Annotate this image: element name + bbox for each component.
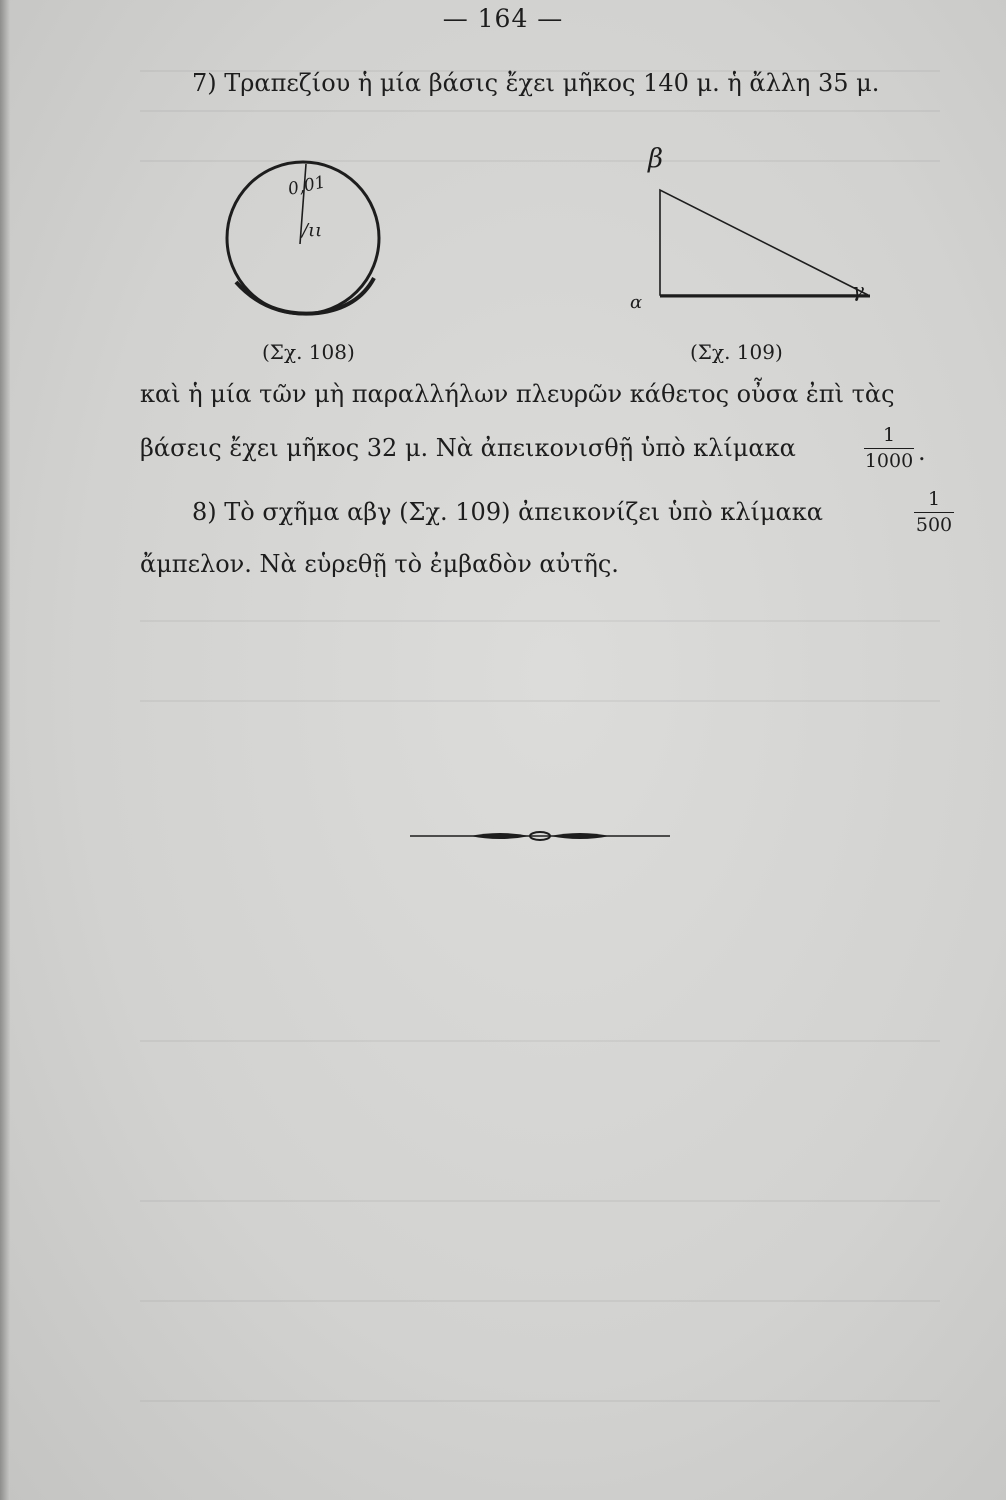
bleed-through [140, 110, 940, 112]
figure-108-caption: (Σχ. 108) [262, 340, 355, 364]
section-divider-ornament [410, 826, 670, 846]
scale-fraction-1000 [864, 426, 914, 471]
figure-109-triangle [650, 180, 880, 310]
scale-numerator: 1 [882, 424, 896, 446]
exercise-8-line-1: 8) Τὸ σχῆμα αβγ (Σχ. 109) ἀπεικονίζει ὑπὸ κλίμακα [192, 498, 823, 526]
figure-109-caption: (Σχ. 109) [690, 340, 783, 364]
exercise-7-line-1: 7) Τραπεζίου ἡ μία βάσις ἔχει μῆκος 140 μ. ἡ ἄλλη 35 μ. [192, 69, 880, 97]
scale-fraction-500 [914, 490, 954, 535]
exercise-8-line-2: ἄμπελον. Νὰ εὑρεθῇ τὸ ἐμβαδὸν αὐτῆς. [140, 550, 619, 578]
vertex-alpha-label: α [630, 292, 643, 313]
bleed-through [140, 1200, 940, 1202]
bleed-through [140, 1400, 940, 1402]
page-number: — 164 — [442, 4, 564, 33]
bleed-through [140, 700, 940, 702]
scale-denominator: 500 [915, 514, 953, 536]
bleed-through [140, 620, 940, 622]
scale-denominator: 1000 [864, 450, 914, 472]
exercise-7-line-2: καὶ ἡ μία τῶν μὴ παραλλήλων πλευρῶν κάθετος οὖσα ἐπὶ τὰς [140, 380, 895, 408]
exercise-7-line-3: βάσεις ἔχει μῆκος 32 μ. Νὰ ἀπεικονισθῇ ὑπὸ κλίμακα [140, 434, 796, 462]
page-edge [0, 0, 10, 1500]
radius-label-top: 0,01 [286, 172, 328, 200]
vertex-gamma-label: γ [852, 278, 864, 302]
scale-numerator: 1 [927, 488, 941, 510]
bleed-through [140, 1040, 940, 1042]
vertex-beta-label: β [648, 144, 664, 174]
radius-label-bottom: /ιι [302, 220, 323, 241]
bleed-through [140, 1300, 940, 1302]
trailing-period: . [918, 438, 926, 466]
